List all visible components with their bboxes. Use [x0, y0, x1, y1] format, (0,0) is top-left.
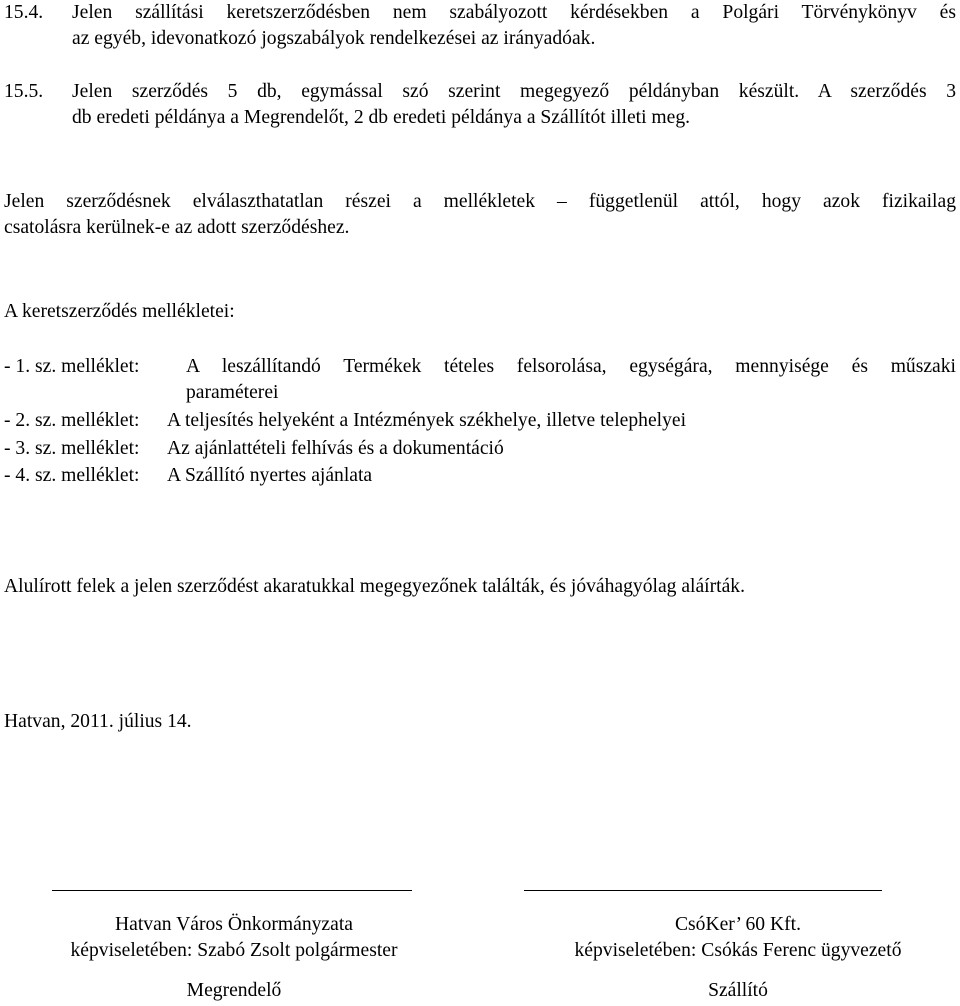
signatory-name: Hatvan Város Önkormányzata [115, 914, 353, 935]
paragraph-line: Jelen szerződésnek elválaszthatatlan részei a mellékletek – függetlenül attól, hogy azok fizikailag [4, 191, 956, 212]
annex-heading: A keretszerződés mellékletei: [4, 301, 235, 322]
annex-label: - 3. sz. melléklet: [4, 438, 140, 459]
signature-line-left [52, 890, 412, 891]
annex-text: Az ajánlattételi felhívás és a dokumentáció [167, 438, 504, 459]
signatory-left [4, 912, 464, 1004]
clause-text-line: db eredeti példánya a Megrendelőt, 2 db eredeti példánya a Szállítót illeti meg. [72, 107, 691, 128]
annex-text: A teljesítés helyeként a Intézmények székhelye, illetve telephelyei [167, 410, 687, 431]
paragraph-line: csatolásra kerülnek-e az adott szerződéshez. [4, 217, 350, 238]
signatory-representative: képviseletében: Szabó Zsolt polgármester [70, 940, 398, 961]
signatory-representative: képviseletében: Csókás Ferenc ügyvezető [574, 940, 902, 961]
clause-text-line: az egyéb, idevonatkozó jogszabályok rendelkezései az irányadóak. [72, 28, 596, 49]
annex-text: A leszállítandó Termékek tételes felsorolása, egységára, mennyisége és műszaki [186, 356, 956, 377]
place-date: Hatvan, 2011. július 14. [4, 711, 192, 732]
signatory-name: CsóKer’ 60 Kft. [674, 914, 802, 935]
signature-line-right [524, 890, 882, 891]
signatory-role: Megrendelő [186, 980, 282, 1001]
signatory-role: Szállító [708, 980, 768, 1001]
annex-text: A Szállító nyertes ajánlata [167, 465, 373, 486]
annex-label: - 1. sz. melléklet: [4, 356, 140, 377]
signatory-right [520, 912, 956, 1004]
clause-number: 15.4. [4, 2, 44, 23]
annex-label: - 4. sz. melléklet: [4, 465, 140, 486]
clause-text-line: Jelen szerződés 5 db, egymással szó szerint megegyező példányban készült. A szerződés 3 [72, 81, 956, 102]
closing-statement: Alulírott felek a jelen szerződést akaratukkal megegyezőnek találták, és jóváhagyólag aláírták. [4, 576, 745, 597]
annex-label: - 2. sz. melléklet: [4, 410, 140, 431]
annex-text-continuation: paraméterei [186, 382, 279, 403]
clause-number: 15.5. [4, 81, 44, 102]
clause-text-line: Jelen szállítási keretszerződésben nem szabályozott kérdésekben a Polgári Törvénykönyv és [72, 2, 956, 23]
